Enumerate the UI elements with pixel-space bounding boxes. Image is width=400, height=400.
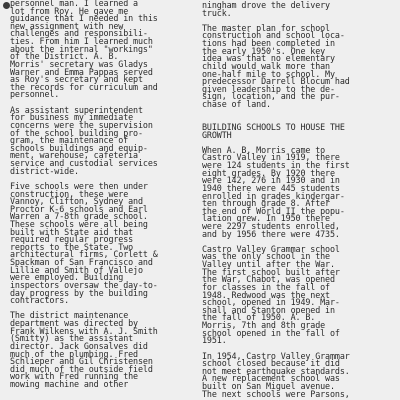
right-column-line: The first school built after (202, 266, 340, 277)
left-column-line: built with State aid that (10, 226, 134, 237)
right-column-line: lation grew. In 1950 there (202, 213, 330, 224)
right-column-line: tions had been completed in (202, 38, 335, 49)
right-column-line: construction and school loca- (202, 30, 345, 41)
right-column-line: school closed because it did (202, 358, 340, 369)
right-column-line: school, opened in 1949. Mar- (202, 297, 340, 308)
right-column-line: 1940 there were 445 students (202, 182, 340, 193)
right-column-line: Valley until after the War. (202, 259, 335, 270)
left-column-line: reports to the State. Two (10, 241, 134, 252)
right-column-line: the War, Chabot, was opened (202, 274, 335, 285)
right-column-line: When A. B. Morris came to (202, 144, 326, 155)
left-column-line: Warner and Emma Pappas served (10, 66, 153, 77)
left-column-line: Five schools were then under (10, 180, 148, 191)
right-column-line: shall and Stanton opened in (202, 304, 335, 315)
left-column-line: department was directed by (10, 318, 138, 329)
left-column-line: The district maintenance (10, 310, 129, 321)
right-column-line: eight grades. By 1920 there (202, 167, 335, 178)
right-column-line: In 1954, Castro Valley Grammar (202, 350, 350, 361)
left-column-line: Schlieper and Gil Christensen (10, 356, 153, 367)
right-column-line: Morris, 7th and 8th grade (202, 320, 326, 331)
right-column-line: and by 1956 there were 4735. (202, 228, 340, 239)
left-column-line: contractors. (10, 295, 70, 306)
left-column-line: of the District. A. B. (10, 51, 119, 62)
right-column-line: 1951. (202, 335, 227, 346)
left-column-line: Morris' secretary was Gladys (10, 58, 148, 69)
left-column-line: architectural firms, Corlett & (10, 249, 158, 260)
right-column-line: ningham drove the delivery (202, 0, 330, 10)
right-column-line: was the only school in the (202, 251, 330, 262)
right-column-line: A new replacement school was (202, 373, 340, 384)
right-column-line: given leadership to the de- (202, 83, 335, 94)
left-column-line: personnel man. I learned a (10, 0, 138, 8)
right-column-line: Castro Valley Grammar school (202, 243, 340, 254)
left-column-line: mowing machine and other (10, 379, 129, 389)
left-column-line: gram, the maintenance of (10, 135, 129, 146)
left-column-line: Lillie and Smith of Vallejo (10, 264, 143, 275)
left-column-line: lot from Roy. He gave me (10, 5, 129, 16)
left-column-line: inspectors oversaw the day-to- (10, 279, 158, 290)
left-column-line: ment, warehouse, cafeteria (10, 150, 138, 161)
right-column-line: ten through grade 8. After (202, 198, 330, 209)
left-column-line: day progress by the building (10, 287, 148, 298)
left-column-line: schools buildings and equip- (10, 142, 148, 153)
left-column-line: for business my immediate (10, 112, 134, 123)
bullet-dot-icon (3, 2, 10, 9)
right-column-line: GROWTH (202, 129, 232, 140)
left-column-line: (Smitty) as the assistant (10, 333, 134, 344)
right-column-line: were 124 students in the first (202, 160, 350, 171)
right-column-line: for classes in the fall of (202, 281, 330, 292)
right-column-line: not meet earthquake standards. (202, 365, 350, 376)
right-column-line: were 2297 students enrolled, (202, 220, 340, 231)
right-column-line: chase of land. (202, 99, 271, 110)
right-column-line: truck. (202, 7, 232, 18)
right-column-line: 1948. Redwood was the next (202, 289, 330, 300)
right-column-line: The master plan for school (202, 22, 330, 33)
left-column-line: Vannoy, Clifton, Sydney and (10, 196, 143, 207)
left-column-line: as Roy's secretary and kept (10, 74, 143, 85)
left-column-line: much of the plumbing. Fred (10, 348, 138, 359)
left-column-line: personnel. (10, 89, 60, 100)
right-column-line: The next schools were Parsons, (202, 388, 350, 399)
right-column-line: were 142, 276 in 1930 and in (202, 175, 340, 186)
right-column-line: the end of World II the popu- (202, 205, 345, 216)
left-column-line: of the school building pro- (10, 127, 143, 138)
left-column-line: construction, these were (10, 188, 129, 199)
left-column-line: did much of the outside field (10, 363, 153, 374)
left-column-line: director. Jack Gonsalves did (10, 340, 148, 351)
left-column-line: work with Fred running the (10, 371, 138, 382)
left-column-line: district-wide. (10, 165, 79, 176)
left-column-line: challenges and responsibili- (10, 28, 148, 39)
left-column-line: As assistant superintendent (10, 104, 143, 115)
right-column-line: sign, location, and the pur- (202, 91, 340, 102)
left-column-line: service and custodial services (10, 158, 158, 169)
right-column-line: child would walk more than (202, 60, 330, 71)
right-column-line: idea was that no elementary (202, 53, 335, 64)
left-column-line: concerns were the supervision (10, 119, 153, 130)
left-column-line: Proctor K-6 schools and Earl (10, 203, 148, 214)
right-column-line: BUILDING SCHOOLS TO HOUSE THE (202, 121, 345, 132)
left-column-line: were employed. Building (10, 272, 124, 283)
left-column-line: about the internal "workings" (10, 43, 153, 54)
right-column-line: the fall of 1950. A. B. (202, 312, 316, 323)
left-column-line: Warren a 7-8th grade school. (10, 211, 148, 222)
right-column-line: one-half mile to school. My (202, 68, 335, 79)
left-column-line: These schools were all being (10, 218, 148, 229)
right-column-line: school opened in the fall of (202, 327, 340, 338)
left-column-line: required regular progress (10, 234, 134, 245)
left-column-line: Frank Wilkens with A. J. Smith (10, 325, 158, 336)
right-column-line: built on San Miguel avenue. (202, 381, 335, 391)
left-column-line: guidance that I needed in this (10, 13, 158, 24)
right-column-line: enrolled in grades kindergar- (202, 190, 345, 201)
right-column-line: predecessor Darrell Blocum had (202, 76, 350, 87)
left-column-line: new assignment with new (10, 20, 124, 31)
right-column-line: the early 1950's. One key (202, 45, 326, 56)
left-column-line: Spackman of San Francisco and (10, 257, 153, 268)
right-column-line: Castro Valley in 1919, there (202, 152, 340, 163)
left-column-line: ties. From him I learned much (10, 36, 153, 47)
left-column-line: the records for curriculum and (10, 81, 158, 92)
